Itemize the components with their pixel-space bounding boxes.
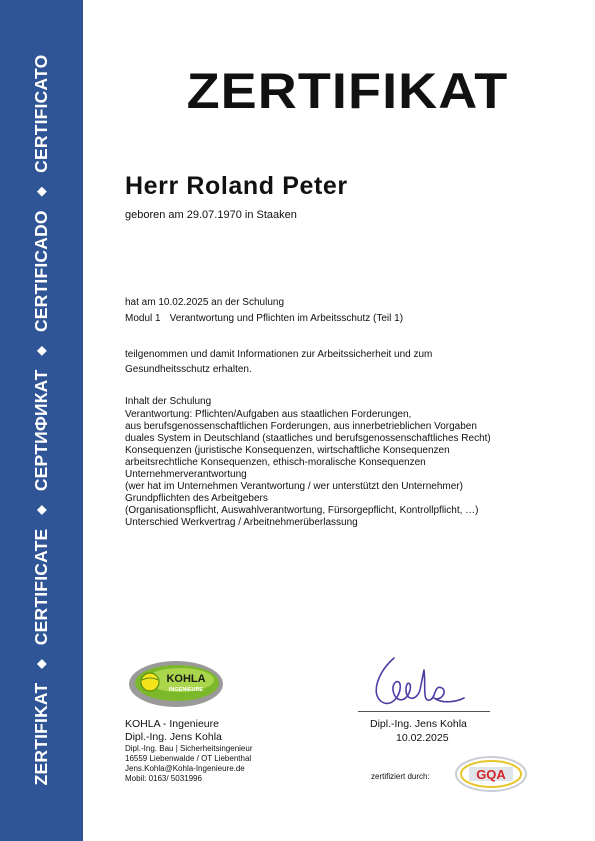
side-band-text	[26, 20, 56, 820]
result-line-2: Gesundheitsschutz erhalten.	[125, 364, 252, 375]
contents-line: Unterschied Werkvertrag / Arbeitnehmerüberlassung	[125, 517, 358, 528]
side-word-ru: СЕРТИФИКАТ	[31, 369, 51, 492]
side-word-it: CERTIFICATO	[31, 54, 51, 173]
signer-name: Dipl.-Ing. Jens Kohla	[370, 718, 467, 730]
company-person: Dipl.-Ing. Jens Kohla	[125, 731, 222, 743]
training-intro: hat am 10.02.2025 an der Schulung	[125, 297, 285, 308]
company-name: KOHLA - Ingenieure	[125, 718, 219, 730]
side-band	[0, 0, 83, 841]
module-label: Modul 1	[125, 313, 161, 324]
certified-by-label: zertifiziert durch:	[371, 772, 430, 781]
birth-info: geboren am 29.07.1970 in Staaken	[125, 209, 297, 221]
contents-line: Konsequenzen (juristische Konsequenzen, wirtschaftliche Konsequenzen	[125, 445, 450, 456]
module-title: Verantwortung und Pflichten im Arbeitsschutz (Teil 1)	[169, 313, 404, 324]
contents-line: (wer hat im Unternehmen Verantwortung / wer unterstützt den Unternehmer)	[125, 481, 463, 492]
contents-line: (Organisationspflicht, Auswahlverantwortung, Fürsorgepflicht, Kontrollpflicht, …)	[125, 505, 479, 516]
company-email: Jens.Kohla@Kohla-Ingenieure.de	[125, 764, 245, 773]
diamond-icon: ◆	[34, 659, 48, 669]
company-phone: Mobil: 0163/ 5031996	[125, 774, 202, 783]
contents-line: duales System in Deutschland (staatliches und berufsgenossenschaftliches Recht)	[125, 433, 491, 444]
kohla-logo-icon	[128, 660, 224, 713]
contents-line: Verantwortung: Pflichten/Aufgaben aus staatlichen Forderungen,	[125, 409, 412, 420]
side-word-de: ZERTIFIKAT	[31, 682, 51, 786]
page-title: ZERTIFIKAT	[186, 63, 509, 119]
contents-title: Inhalt der Schulung	[125, 396, 212, 407]
side-word-es: CERTIFICADO	[31, 210, 51, 333]
side-word-en: CERTIFICATE	[31, 528, 51, 646]
contents-list	[125, 409, 491, 529]
contents-line: aus berufsgenossenschaftlichen Forderungen, aus innerbetrieblichen Vorgaben	[125, 421, 477, 432]
diamond-icon: ◆	[34, 186, 48, 197]
module-line	[125, 311, 403, 326]
diamond-icon: ◆	[34, 505, 48, 515]
contents-line: Grundpflichten des Arbeitgebers	[125, 493, 268, 504]
company-block	[125, 718, 252, 784]
gqa-badge-text: GQA	[476, 767, 506, 782]
contents-line: arbeitsrechtliche Konsequenzen, ethisch-moralische Konsequenzen	[125, 457, 426, 468]
logo-subline: INGENIEURE	[168, 687, 204, 693]
signature-line	[358, 711, 490, 712]
contents-line: Unternehmerverantwortung	[125, 469, 247, 480]
result-line-1: teilgenommen und damit Informationen zur Arbeitssicherheit und zum	[125, 349, 433, 360]
diamond-icon: ◆	[34, 346, 48, 356]
participant-name: Herr Roland Peter	[125, 172, 348, 200]
signature-icon	[360, 650, 470, 719]
gqa-badge-icon	[455, 756, 527, 797]
logo-wordmark: KOHLA	[166, 673, 206, 685]
company-address: 16559 Liebenwalde / OT Liebenthal	[125, 754, 252, 763]
sign-date: 10.02.2025	[396, 732, 449, 744]
company-role: Dipl.-Ing. Bau | Sicherheitsingenieur	[125, 744, 253, 753]
